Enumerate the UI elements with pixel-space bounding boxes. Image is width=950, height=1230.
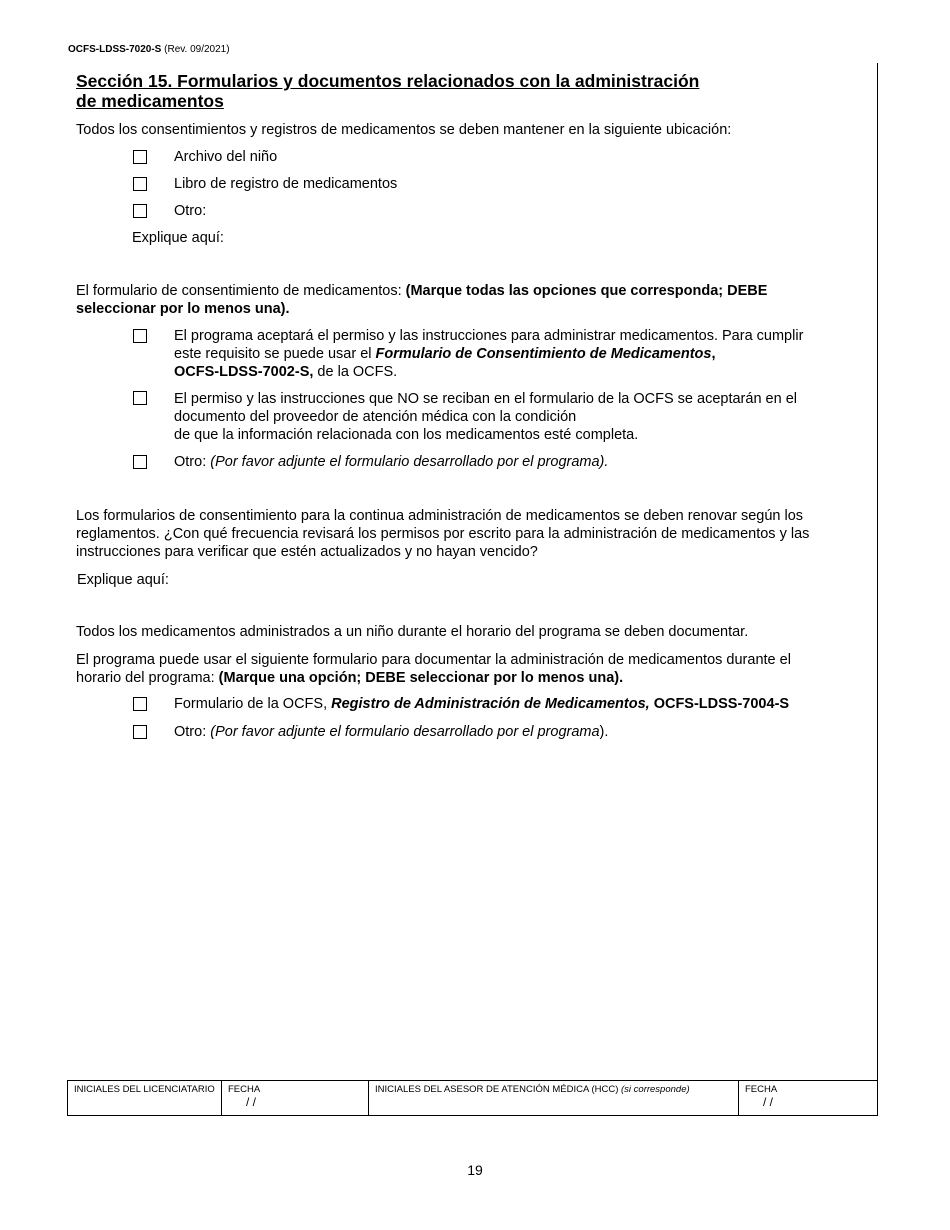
- registro-form-name: Registro de Administración de Medicamentos,: [331, 696, 650, 712]
- registro-form-code: OCFS-LDSS-7004-S: [649, 696, 790, 712]
- date1-label: FECHA: [228, 1084, 261, 1095]
- documentation-opt2-end: ).: [599, 724, 609, 740]
- renewal-paragraph: [76, 507, 876, 561]
- section-title: [76, 71, 836, 111]
- licensee-initials-label: INICIALES DEL LICENCIATARIO: [74, 1084, 215, 1095]
- consent-opt1-line1: El programa aceptará el permiso y las instrucciones para administrar medicamentos. Para cumplir: [174, 328, 804, 344]
- form-id: [68, 44, 230, 55]
- consent-opt2-line3: de que la información relacionada con los medicamentos esté completa.: [174, 427, 639, 443]
- checkbox-consent-provider[interactable]: [133, 391, 147, 405]
- consent-intro-plain: El formulario de consentimiento de medicamentos:: [76, 283, 406, 299]
- renewal-explain-label: Explique aquí:: [77, 572, 169, 588]
- date1-cell[interactable]: [222, 1081, 369, 1116]
- form-code: OCFS-LDSS-7020-S: [68, 44, 162, 55]
- renewal-line1: Los formularios de consentimiento para la continua administración de medicamentos se deben renovar según los: [76, 508, 804, 524]
- consent-opt1-line2-plain: este requisito se puede usar el: [174, 346, 376, 362]
- consent-opt1-comma: ,: [711, 346, 716, 362]
- option-consent-provider: [174, 390, 864, 444]
- right-margin-rule: [877, 63, 878, 1115]
- documentation-line2-bold: (Marque una opción; DEBE seleccionar por lo menos una).: [218, 670, 624, 686]
- licensee-initials-cell[interactable]: [68, 1081, 222, 1116]
- documentation-opt1-plain: Formulario de la OCFS,: [174, 696, 332, 712]
- documentation-opt2-plain: Otro:: [174, 724, 211, 740]
- option-registro-ocfs: [174, 695, 789, 713]
- consent-opt3-plain: Otro:: [174, 454, 211, 470]
- option-otro-ubicacion: Otro:: [174, 203, 207, 219]
- documentation-line2-plain: horario del programa:: [76, 670, 219, 686]
- option-consent-ocfs: [174, 327, 864, 381]
- documentation-intro: [76, 651, 866, 687]
- initials-table: [67, 1080, 878, 1116]
- section-title-line1: Sección 15. Formularios y documentos relacionados con la administración: [76, 71, 700, 91]
- checkbox-registro-ocfs[interactable]: [133, 697, 147, 711]
- option-registro-otro: [174, 723, 608, 741]
- hcc-note: (si corresponde): [621, 1084, 690, 1095]
- form-revision: (Rev. 09/2021): [164, 44, 230, 55]
- documentation-line1: El programa puede usar el siguiente formulario para documentar la administración de medicamentos durante el: [76, 652, 791, 668]
- checkbox-registro-otro[interactable]: [133, 725, 147, 739]
- documentation-statement: Todos los medicamentos administrados a un niño durante el horario del programa se deben documentar.: [76, 624, 749, 640]
- consent-form-name: Formulario de Consentimiento de Medicamentos: [375, 346, 712, 362]
- consent-opt2-line2: documento del proveedor de atención médica con la condición: [174, 409, 577, 425]
- documentation-opt2-italic: (Por favor adjunte el formulario desarrollado por el programa: [210, 724, 600, 740]
- checkbox-otro-ubicacion[interactable]: [133, 204, 147, 218]
- checkbox-consent-ocfs[interactable]: [133, 329, 147, 343]
- location-explain-label: Explique aquí:: [132, 230, 224, 246]
- section-title-line2: de medicamentos: [76, 91, 224, 111]
- consent-form-code: OCFS-LDSS-7002-S,: [174, 364, 314, 380]
- consent-intro-bold-1: (Marque todas las opciones que corresponda; DEBE: [405, 283, 768, 299]
- hcc-initials-label: INICIALES DEL ASESOR DE ATENCIÓN MÉDICA (HCC): [375, 1084, 619, 1095]
- page-number: 19: [467, 1162, 483, 1178]
- checkbox-consent-otro[interactable]: [133, 455, 147, 469]
- renewal-line2: reglamentos. ¿Con qué frecuencia revisará los permisos por escrito para la administración de medicamentos y las: [76, 526, 810, 542]
- consent-intro-bold-2: seleccionar por lo menos una).: [76, 301, 290, 317]
- consent-opt1-line3-plain: de la OCFS.: [313, 364, 398, 380]
- consent-opt2-line1: El permiso y las instrucciones que NO se reciban en el formulario de la OCFS se aceptarán en el: [174, 391, 797, 407]
- date2-label: FECHA: [745, 1084, 778, 1095]
- location-intro: Todos los consentimientos y registros de medicamentos se deben mantener en la siguiente ubicación:: [76, 122, 732, 138]
- renewal-line3: instrucciones para verificar que estén actualizados y no hayan vencido?: [76, 544, 538, 560]
- consent-opt3-italic: (Por favor adjunte el formulario desarrollado por el programa).: [210, 454, 609, 470]
- date1-slashes: / /: [246, 1095, 257, 1109]
- option-consent-otro: [174, 453, 608, 471]
- consent-intro: [76, 282, 856, 318]
- checkbox-libro-registro[interactable]: [133, 177, 147, 191]
- checkbox-archivo-nino[interactable]: [133, 150, 147, 164]
- date2-slashes: / /: [763, 1095, 774, 1109]
- option-libro-registro: Libro de registro de medicamentos: [174, 176, 398, 192]
- option-archivo-nino: Archivo del niño: [174, 149, 278, 165]
- date2-cell[interactable]: [739, 1081, 878, 1116]
- hcc-initials-cell[interactable]: [369, 1081, 739, 1116]
